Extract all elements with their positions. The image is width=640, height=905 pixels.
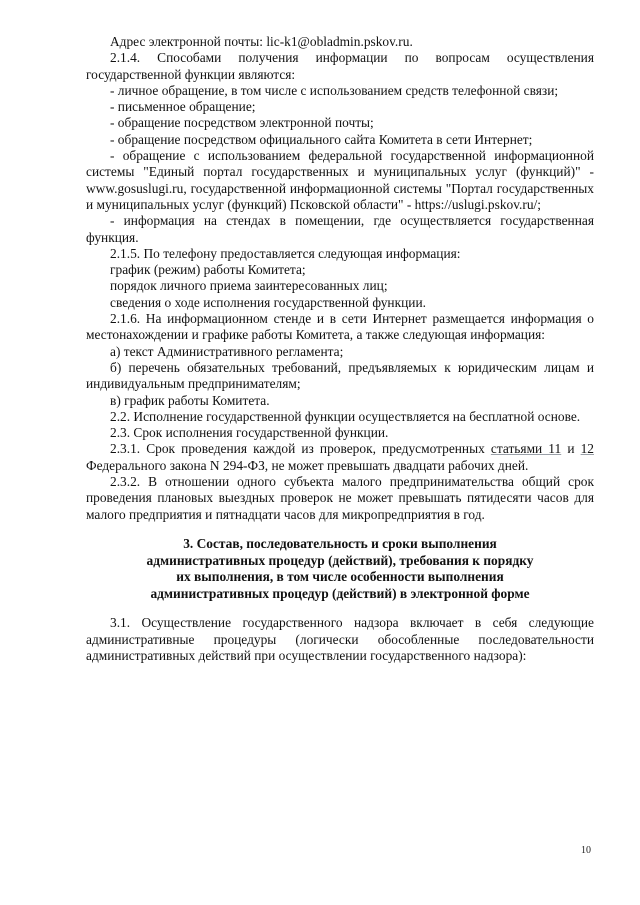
paragraph-2-3-2: 2.3.2. В отношении одного субъекта малого предпринимательства общий срок проведения плановых выездных проверок не может превышать пятидесяти часов для малого предприятия и пятнадцати часов для микропредприятия в год. [86,474,594,522]
list-item-stand-info: - информация на стендах в помещении, где осуществляется государственная функция. [86,213,594,245]
phone-info-reception: порядок личного приема заинтересованных лиц; [110,278,388,294]
list-item-c: в) график работы Комитета. [110,392,270,408]
paragraph-3-1: 3.1. Осуществление государственного надзора включает в себя следующие административные процедуры (логически обособленные последовательности административных действий при осуществлении государственного надзора): [86,615,594,663]
paragraph-2-3-1-text-b: и [561,441,581,457]
paragraph-2-1-6: 2.1.6. На информационном стенде и в сети Интернет размещается информация о местонахождении и графике работы Комитета, а также следующая информация: [86,311,594,343]
section-3-heading [86,536,594,602]
phone-info-progress: сведения о ходе исполнения государственной функции. [110,294,426,310]
list-item-personal-appeal: - личное обращение, в том числе с использованием средств телефонной связи; [110,82,559,98]
paragraph-2-1-4: 2.1.4. Способами получения информации по вопросам осуществления государственной функции являются: [86,50,594,82]
section-3-heading-line-4: административных процедур (действий) в электронной форме [150,585,530,601]
law-articles-link[interactable]: статьями 11 [490,441,562,457]
list-item-portal-appeal: - обращение с использованием федеральной государственной информационной системы "Единый портал государственных и муниципальных услуг (функций)" - www.gosuslugi.ru, государственной информационной системы "Портал государственных и муниципальных услуг (функций) Псковской области" - https://uslugi.pskov.ru/; [86,148,594,212]
section-3-heading-line-2: административных процедур (действий), требования к порядку [146,552,534,568]
list-item-written-appeal: - письменное обращение; [110,99,256,115]
paragraph-2-2: 2.2. Исполнение государственной функции осуществляется на бесплатной основе. [110,408,581,424]
section-3-heading-line-3: их выполнения, в том числе особенности выполнения [176,569,504,585]
email-paragraph: Адрес электронной почты: lic-k1@obladmin.pskov.ru. [110,34,413,49]
list-item-website-appeal: - обращение посредством официального сайта Комитета в сети Интернет; [110,131,533,147]
law-article-12-link[interactable]: 12 [580,441,594,457]
paragraph-2-3-1 [86,441,594,474]
list-item-b: б) перечень обязательных требований, предъявляемых к юридическим лицам и индивидуальным предпринимателям; [86,359,594,392]
paragraph-2-3: 2.3. Срок исполнения государственной функции. [110,425,389,441]
paragraph-2-3-1-text-a: 2.3.1. Срок проведения каждой из проверок, предусмотренных [110,441,491,457]
paragraph-2-1-5: 2.1.5. По телефону предоставляется следующая информация: [110,245,461,261]
page-number: 10 [581,845,591,856]
phone-info-schedule: график (режим) работы Комитета; [110,262,306,278]
paragraph-2-3-1-text-c: Федерального закона N 294-ФЗ, не может превышать двадцати рабочих дней. [86,457,529,473]
list-item-a: а) текст Административного регламента; [110,343,344,359]
list-item-email-appeal: - обращение посредством электронной почты; [110,115,374,131]
document-page [86,34,594,664]
section-3-heading-line-1: 3. Состав, последовательность и сроки выполнения [183,535,497,551]
